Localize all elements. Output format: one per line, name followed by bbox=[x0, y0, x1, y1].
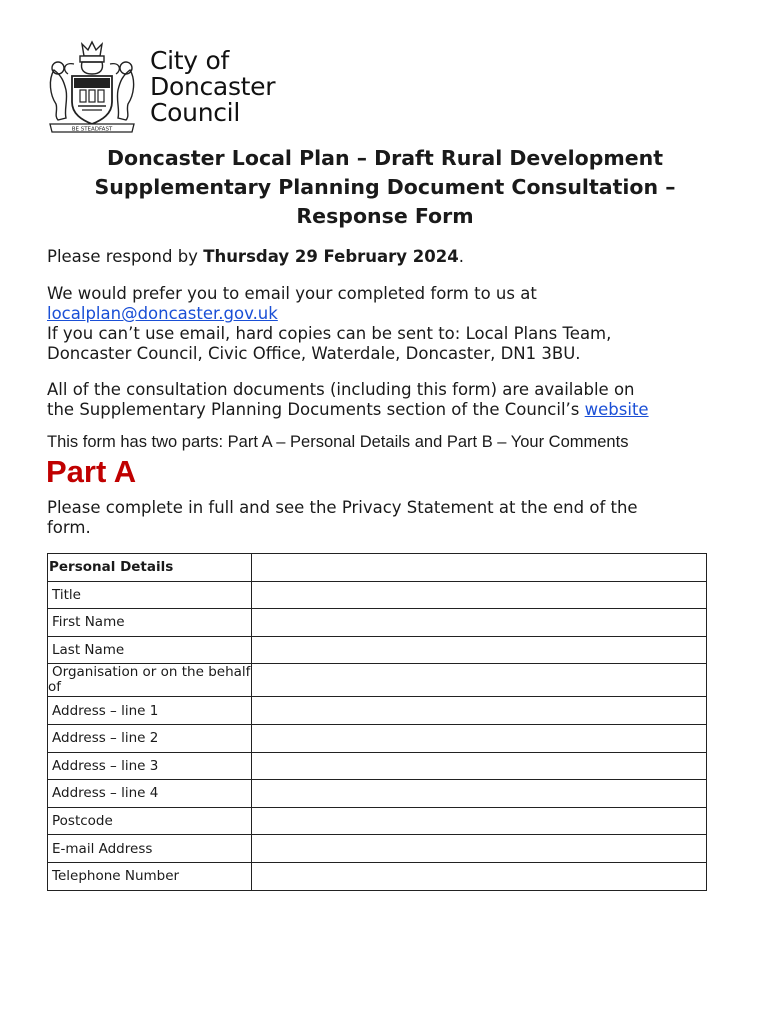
table-row bbox=[48, 835, 707, 863]
table-row bbox=[48, 636, 707, 664]
last-name-field[interactable] bbox=[252, 636, 707, 664]
respond-suffix: . bbox=[458, 247, 464, 266]
row-label: Address – line 1 bbox=[48, 697, 252, 725]
part-a-instruction bbox=[47, 498, 727, 538]
logo-line-2: Doncaster bbox=[150, 72, 276, 101]
table-row bbox=[48, 581, 707, 609]
email-address-field[interactable] bbox=[252, 835, 707, 863]
address-line-1-field[interactable] bbox=[252, 697, 707, 725]
table-row bbox=[48, 724, 707, 752]
row-label: First Name bbox=[48, 609, 252, 637]
email-link[interactable]: localplan@doncaster.gov.uk bbox=[47, 304, 278, 323]
documents-paragraph bbox=[47, 380, 727, 420]
table-header: Personal Details bbox=[48, 554, 252, 582]
row-label: Address – line 2 bbox=[48, 724, 252, 752]
hard-copy-line-1: If you can’t use email, hard copies can be sent to: Local Plans Team, bbox=[47, 324, 612, 343]
first-name-field[interactable] bbox=[252, 609, 707, 637]
row-label: Title bbox=[48, 581, 252, 609]
docs-line-1: All of the consultation documents (including this form) are available on bbox=[47, 380, 635, 399]
table-row bbox=[48, 664, 707, 697]
personal-details-table bbox=[47, 553, 707, 891]
row-label: Organisation or on the behalf of bbox=[48, 664, 251, 696]
council-name bbox=[150, 48, 275, 126]
title-field[interactable] bbox=[252, 581, 707, 609]
council-logo bbox=[44, 40, 284, 136]
page-title bbox=[40, 144, 730, 231]
address-line-4-field[interactable] bbox=[252, 780, 707, 808]
email-intro: We would prefer you to email your completed form to us at bbox=[47, 284, 537, 303]
instruction-line-1: Please complete in full and see the Privacy Statement at the end of the bbox=[47, 498, 638, 517]
telephone-field[interactable] bbox=[252, 862, 707, 890]
organisation-field[interactable] bbox=[252, 664, 707, 697]
table-row bbox=[48, 807, 707, 835]
title-line-1: Doncaster Local Plan – Draft Rural Development bbox=[106, 146, 664, 170]
form-parts-text: This form has two parts: Part A – Personal Details and Part B – Your Comments bbox=[47, 433, 629, 451]
logo-line-3: Council bbox=[150, 98, 240, 127]
instruction-line-2: form. bbox=[47, 518, 91, 537]
table-row bbox=[48, 697, 707, 725]
respond-date: Thursday 29 February 2024 bbox=[203, 247, 459, 266]
row-label: Last Name bbox=[48, 636, 252, 664]
row-label: Postcode bbox=[48, 807, 252, 835]
row-label: Address – line 3 bbox=[48, 752, 252, 780]
header-value-cell bbox=[252, 554, 707, 582]
contact-paragraph bbox=[47, 284, 727, 364]
docs-line-2: the Supplementary Planning Documents section of the Council’s bbox=[47, 400, 585, 419]
table-row bbox=[48, 780, 707, 808]
coat-of-arms-icon bbox=[44, 40, 140, 134]
table-row bbox=[48, 609, 707, 637]
website-link[interactable]: website bbox=[584, 400, 649, 419]
address-line-3-field[interactable] bbox=[252, 752, 707, 780]
row-label: Address – line 4 bbox=[48, 780, 252, 808]
title-line-3: Response Form bbox=[296, 204, 474, 228]
title-line-2: Supplementary Planning Document Consultation – bbox=[94, 175, 676, 199]
table-row bbox=[48, 752, 707, 780]
postcode-field[interactable] bbox=[252, 807, 707, 835]
address-line-2-field[interactable] bbox=[252, 724, 707, 752]
row-label: E-mail Address bbox=[48, 835, 252, 863]
respond-by-text bbox=[47, 247, 727, 267]
respond-prefix: Please respond by bbox=[47, 247, 204, 266]
row-label: Telephone Number bbox=[48, 862, 252, 890]
table-header-row bbox=[48, 554, 707, 582]
part-a-heading: Part A bbox=[46, 454, 137, 489]
logo-line-1: City of bbox=[150, 46, 229, 75]
table-row bbox=[48, 862, 707, 890]
motto-text: BE STEADFAST bbox=[71, 126, 113, 133]
hard-copy-line-2: Doncaster Council, Civic Office, Waterdale, Doncaster, DN1 3BU. bbox=[47, 344, 581, 363]
